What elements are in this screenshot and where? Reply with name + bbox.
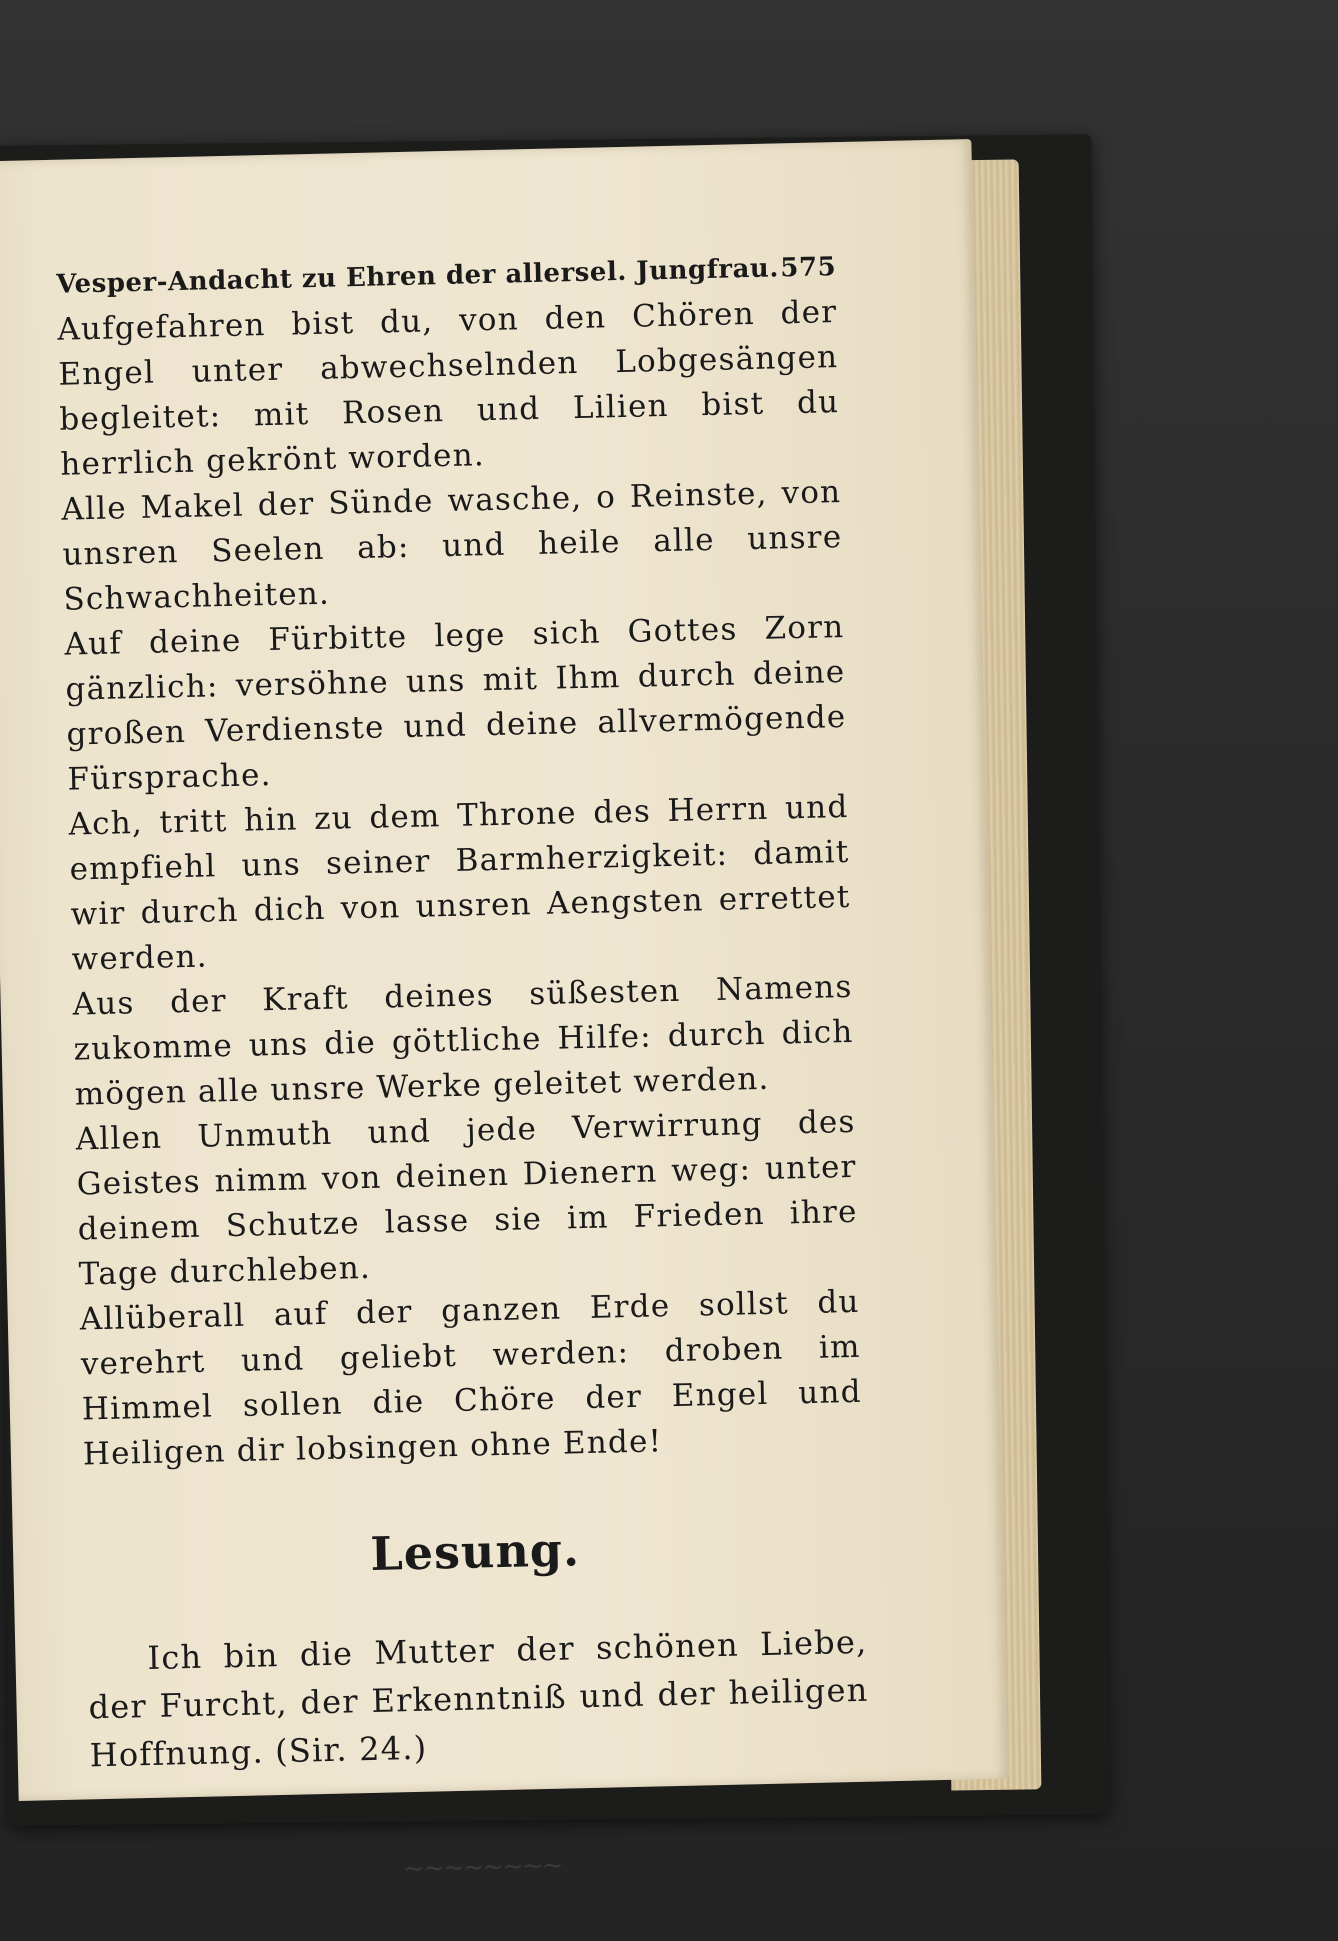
ornament-divider: ~~~~~~~~: [402, 1850, 562, 1885]
page-number: 575: [780, 252, 837, 284]
prayer-paragraph: Alle Makel der Sünde wasche, o Reinste, von unsren Seelen ab: und heile alle unsre Schwachheiten.: [61, 474, 843, 618]
reading-text: Ich bin die Mutter der schönen Liebe, der Furcht, der Erkenntniß und der heiligen Hoffnung. (Sir. 24.): [88, 1622, 869, 1775]
page-content: [56, 252, 873, 1891]
section-heading: Lesung.: [369, 1522, 581, 1581]
prayer-paragraph: Aufgefahren bist du, von den Chören der Engel unter abwechselnden Lobgesängen begleitet: mit Rosen und Lilien bist du herrlich gekrönt worden.: [56, 294, 840, 483]
prayer-paragraph: Allen Unmuth und jede Verwirrung des Geistes nimm von deinen Dienern weg: unter deinem Schutze lasse sie im Frieden ihre Tage durchleben.: [75, 1103, 858, 1293]
prayer-paragraph: Allüberall auf der ganzen Erde sollst du verehrt und geliebt werden: droben im Himmel sollen die Chöre der Engel und Heiligen dir lobsingen ohne Ende!: [79, 1283, 863, 1473]
prayer-paragraph: Ach, tritt hin zu dem Throne des Herrn und empfiehl uns seiner Barmherzigkeit: damit wir durch dich von unsren Aengsten errettet werden.: [68, 788, 851, 978]
running-title: Vesper-Andacht zu Ehren der allersel. Jungfrau.: [56, 253, 780, 300]
book-page: [0, 139, 1008, 1885]
prayer-paragraph: Auf deine Fürbitte lege sich Gottes Zorn gänzlich: versöhne uns mit Ihm durch deine großen Verdienste und deine allvermögende Fürsprache.: [64, 608, 847, 798]
prayer-paragraph: Aus der Kraft deines süßesten Namens zukomme uns die göttliche Hilfe: durch dich mögen alle unsre Werke geleitet werden.: [72, 968, 854, 1113]
